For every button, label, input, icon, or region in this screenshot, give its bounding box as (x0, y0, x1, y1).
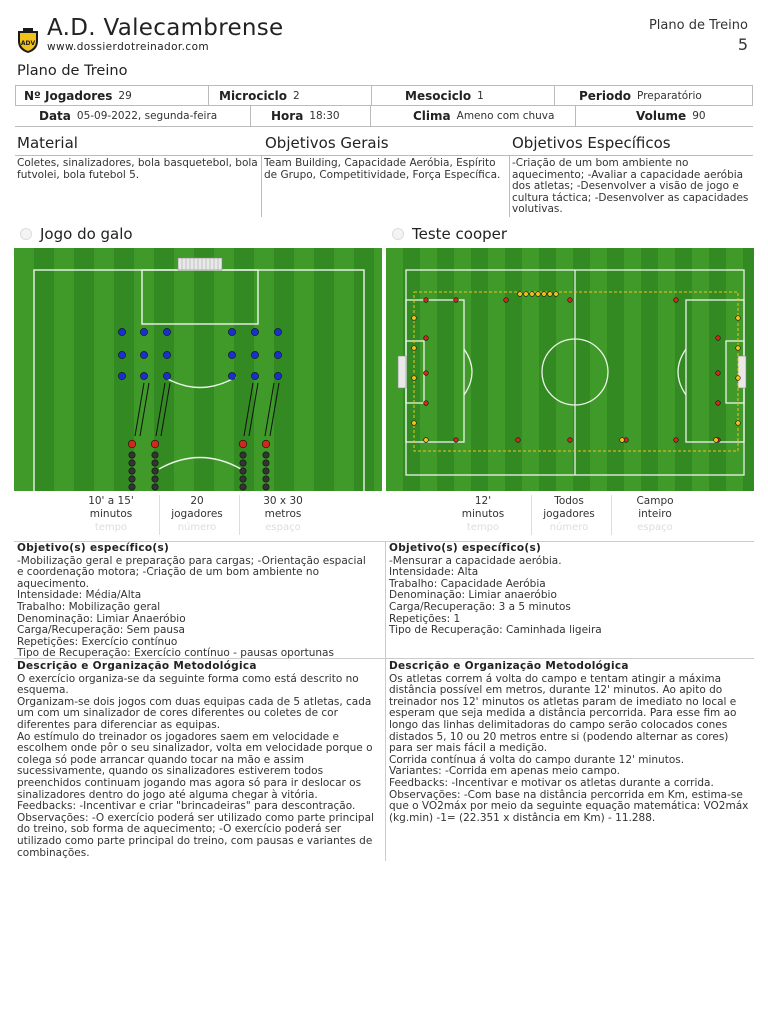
player-marker (228, 351, 235, 358)
club-crest-icon (15, 27, 41, 54)
exercise-1-name: Jogo do galo (40, 225, 133, 243)
cone-marker (412, 316, 417, 321)
player-marker (152, 476, 158, 482)
cone-marker (542, 292, 547, 297)
text-line: Carga/Recuperação: 3 a 5 minutos (389, 600, 571, 613)
text-line: Intensidade: Alta (389, 566, 479, 579)
text-line: Denominação: Limiar anaeróbio (389, 589, 557, 602)
text-line: e coordenação motora; -Criação de um bom ambiente no (17, 566, 320, 579)
exercise-bullet-icon (392, 228, 404, 240)
stat-espaco (622, 495, 688, 534)
mesociclo-value: 1 (477, 89, 484, 102)
stat-tempo (450, 495, 516, 534)
text-line: sinalizadores dentro do jogo até alguma chegar à vitória. (17, 788, 318, 801)
stat-tempo-value: 10' a 15' (88, 495, 134, 507)
cone-marker (736, 376, 741, 381)
stat-numero (536, 495, 602, 534)
player-marker (240, 484, 246, 490)
cone-marker (554, 292, 559, 297)
data-label: Data (39, 109, 71, 123)
stat-tempo-unit: minutos (89, 508, 133, 520)
volume-cell (575, 106, 751, 126)
player-marker (163, 372, 170, 379)
stat-numero-unit: jogadores (543, 508, 595, 520)
exercise-2-diagram (386, 248, 754, 491)
svg-text:ADV: ADV (20, 40, 36, 47)
exercise-1-title (20, 225, 133, 243)
player-marker (152, 460, 158, 466)
cone-marker (716, 336, 721, 341)
player-marker (118, 328, 125, 335)
text-line: preenchidos continuam jogando mas agora só para ir deslocar os (17, 776, 362, 789)
divider (385, 541, 386, 861)
player-marker (140, 328, 147, 335)
player-marker (118, 351, 125, 358)
description-text (389, 674, 753, 825)
stat-tempo (78, 495, 144, 534)
player-marker (263, 468, 269, 474)
player-marker (151, 440, 159, 448)
text-line: Tipo de Recuperação: Exercício contínuo - pausas oportunas (17, 647, 334, 660)
player-marker (128, 440, 136, 448)
text-line: que o VO2máx por meio da seguinte equação matemática: VO2máx (389, 800, 749, 813)
text-line: treinador nos 12' minutos os atletas param de imediato no local e (389, 695, 737, 708)
player-marker (274, 351, 281, 358)
divider (531, 495, 532, 535)
clima-value: Ameno com chuva (456, 110, 555, 122)
text-line: Denominação: Limiar Anaeróbio (17, 612, 186, 625)
stat-espaco (250, 495, 316, 534)
club-name: A.D. Valecambrense (47, 15, 284, 41)
text-line: distância possível em metros, durante 12' minutos. Ao apito do (389, 684, 723, 697)
player-marker (152, 468, 158, 474)
text-line: Observações: -O exercício poderá ser utilizado como parte principal (17, 811, 374, 824)
text-line: colega só pode arrancar quando tocar na mão e assim (17, 753, 305, 766)
cone-marker (454, 438, 459, 443)
stat-numero-unit: jogadores (171, 508, 223, 520)
cone-marker (736, 316, 741, 321)
cone-marker (548, 292, 553, 297)
description-text (17, 674, 381, 860)
cone-marker (412, 376, 417, 381)
player-marker (129, 452, 135, 458)
stat-espaco-value: Campo (636, 495, 674, 507)
player-marker (251, 328, 258, 335)
text-line: -Mobilização geral e preparação para cargas; -Orientação espacial (17, 554, 366, 567)
exercise-bullet-icon (20, 228, 32, 240)
section-title: Plano de Treino (17, 63, 128, 79)
player-marker (140, 372, 147, 379)
clima-label: Clima (413, 109, 451, 123)
text-line: do treino, sob forma de aquecimento; -O exercício poderá ser (17, 823, 342, 836)
microciclo-label: Microciclo (219, 88, 288, 103)
text-line: Variantes: -Corrida em apenas meio campo. (389, 765, 620, 778)
player-marker (240, 452, 246, 458)
player-marker (118, 372, 125, 379)
material-title: Material (17, 134, 78, 152)
microciclo-cell (208, 86, 371, 105)
player-marker (228, 328, 235, 335)
player-marker (163, 351, 170, 358)
player-marker (263, 476, 269, 482)
page-header (0, 0, 768, 60)
periodo-label: Periodo (579, 88, 632, 103)
stat-numero-label: número (177, 522, 217, 533)
objetivos-especificos-text: -Criação de um bom ambiente no aquecimento; -Avaliar a capacidade aeróbia dos atletas; -Desenvolver a visão de jogo e cultura táctica; -Desenvolver as capacidades volutivas. (509, 155, 753, 217)
text-line: diferentes para diferenciar as equipas. (17, 718, 221, 731)
text-line: Intensidade: Média/Alta (17, 589, 142, 602)
document-type: Plano de Treino (648, 18, 748, 33)
objectives-text (17, 556, 381, 660)
player-marker (263, 484, 269, 490)
document-number: 5 (737, 35, 748, 54)
text-line: Carga/Recuperação: Sem pausa (17, 624, 185, 637)
text-line: Ao estímulo do treinador os jogadores saem em velocidade e (17, 730, 339, 743)
player-marker (129, 460, 135, 466)
text-line: para ser mais fácil a medição. (389, 742, 548, 755)
cone-marker (736, 346, 741, 351)
mesociclo-cell (371, 86, 554, 105)
data-cell (39, 106, 269, 126)
text-line: (kg.min) -1= (22.351 x distância em Km) - 11.288. (389, 811, 656, 824)
text-line: Feedbacks: -Incentivar e criar "brincadeiras" para descontração. (17, 800, 356, 813)
mesociclo-label: Mesociclo (405, 88, 472, 103)
cone-marker (424, 336, 429, 341)
player-marker (240, 476, 246, 482)
exercise-2-name: Teste cooper (412, 225, 508, 243)
player-marker (263, 452, 269, 458)
cone-marker (736, 421, 741, 426)
exercise-1-description (15, 661, 383, 859)
player-marker (228, 372, 235, 379)
text-line: Observações: -Com base na distância percorrida em Km, estima-se (389, 788, 743, 801)
player-marker (129, 476, 135, 482)
player-marker (263, 460, 269, 466)
cone-marker (524, 292, 529, 297)
stat-numero-value: 20 (190, 495, 204, 507)
objectives-heading: Objetivo(s) específico(s) (17, 542, 170, 554)
text-line: O exercício organiza-se da seguinte forma como está descrito no (17, 672, 359, 685)
hora-cell (250, 106, 370, 126)
stat-espaco-label: espaço (265, 522, 301, 533)
cone-marker (424, 371, 429, 376)
player-marker (274, 372, 281, 379)
cone-marker (454, 298, 459, 303)
objetivos-especificos-title: Objetivos Específicos (512, 134, 671, 152)
cone-marker (424, 438, 429, 443)
club-website[interactable]: www.dossierdotreinador.com (47, 41, 210, 53)
jogadores-cell (24, 86, 209, 105)
cone-marker (536, 292, 541, 297)
text-line: esperam que seja medida a distância percorrida. Para esse fim ao (389, 707, 737, 720)
text-line: utilizado como parte principal do treino, com pausas e variantes de (17, 834, 373, 847)
cone-marker (716, 371, 721, 376)
cone-marker (424, 298, 429, 303)
stat-numero-value: Todos (554, 495, 584, 507)
jogadores-label: Nº Jogadores (24, 88, 113, 103)
stat-espaco-unit: inteiro (638, 508, 672, 520)
objectives-heading: Objetivo(s) específico(s) (389, 542, 542, 554)
cone-marker (674, 298, 679, 303)
player-marker (129, 468, 135, 474)
cone-marker (518, 292, 523, 297)
text-line: Trabalho: Capacidade Aeróbia (389, 577, 546, 590)
stat-espaco-unit: metros (264, 508, 302, 520)
player-marker (239, 440, 247, 448)
info-row-2 (15, 106, 753, 127)
material-text: Coletes, sinalizadores, bola basquetebol, bola futvolei, bola futebol 5. (15, 155, 261, 217)
player-marker (274, 328, 281, 335)
text-line: Repetições: 1 (389, 612, 461, 625)
exercise-1-objectives (15, 543, 383, 660)
player-marker (240, 468, 246, 474)
objetivos-gerais-title: Objetivos Gerais (265, 134, 389, 152)
text-line: um com um sinalizador de cores diferentes ou coletes de cor (17, 707, 338, 720)
stat-numero (164, 495, 230, 534)
cone-marker (714, 438, 719, 443)
hora-label: Hora (271, 109, 304, 123)
info-row-1 (15, 85, 753, 106)
objetivos-gerais-text: Team Building, Capacidade Aeróbia, Espírito de Grupo, Competitividade, Força Específica. (261, 155, 509, 217)
stat-tempo-label: tempo (94, 522, 128, 533)
text-line: combinações. (17, 846, 90, 859)
exercise-2-title (392, 225, 507, 243)
cone-marker (424, 401, 429, 406)
stat-espaco-value: 30 x 30 (263, 495, 303, 507)
periodo-cell (554, 86, 752, 105)
player-marker (163, 328, 170, 335)
stat-tempo-unit: minutos (461, 508, 505, 520)
text-line: Corrida contínua á volta do campo durante 12' minutos. (389, 753, 685, 766)
periodo-value: Preparatório (637, 89, 702, 102)
text-line: Os atletas correm á volta do campo e tentam atingir a máxima (389, 672, 722, 685)
cone-marker (568, 438, 573, 443)
text-line: aquecimento. (17, 577, 89, 590)
cone-marker (504, 298, 509, 303)
player-marker (129, 484, 135, 490)
exercise-2-objectives (387, 543, 755, 637)
hora-value: 18:30 (309, 110, 340, 122)
cone-marker (412, 346, 417, 351)
text-line: sucessivamente, quando os sinalizadores estiverem todos (17, 765, 324, 778)
stat-numero-label: número (549, 522, 589, 533)
divider (611, 495, 612, 535)
text-line: Organizam-se dois jogos com duas equipas cada de 5 atletas, cada (17, 695, 372, 708)
text-line: distados 5, 10 ou 20 metros entre si (podendo alternar as cores) (389, 730, 729, 743)
text-line: Repetições: Exercício contínuo (17, 635, 178, 648)
clima-cell (370, 106, 575, 126)
cone-marker (568, 298, 573, 303)
cone-marker (674, 438, 679, 443)
volume-label: Volume (636, 109, 687, 123)
stat-tempo-value: 12' (474, 495, 492, 507)
divider (239, 495, 240, 535)
microciclo-value: 2 (293, 89, 300, 102)
text-line: -Mensurar a capacidade aeróbia. (389, 554, 562, 567)
text-line: Tipo de Recuperação: Caminhada ligeira (389, 624, 602, 637)
objectives-text (389, 556, 753, 637)
text-line: longo das linhas delimitadoras do campo serão colocados cones (389, 718, 728, 731)
player-marker (240, 460, 246, 466)
text-line: Trabalho: Mobilização geral (17, 600, 161, 613)
player-marker (251, 372, 258, 379)
volume-value: 90 (692, 110, 706, 122)
jogadores-value: 29 (118, 89, 132, 102)
description-heading: Descrição e Organização Metodológica (17, 660, 257, 672)
text-line: Feedbacks: -Incentivar e motivar os atletas durante a corrida. (389, 776, 714, 789)
exercise-2-description (387, 661, 755, 824)
stat-tempo-label: tempo (466, 522, 500, 533)
player-marker (251, 351, 258, 358)
cone-marker (412, 421, 417, 426)
divider (159, 495, 160, 535)
player-marker (152, 484, 158, 490)
data-value: 05-09-2022, segunda-feira (76, 110, 218, 122)
player-marker (262, 440, 270, 448)
player-marker (140, 351, 147, 358)
text-line: esquema. (17, 684, 69, 697)
stat-espaco-label: espaço (637, 522, 673, 533)
player-marker (152, 452, 158, 458)
cone-marker (716, 401, 721, 406)
exercise-2-stats (386, 495, 754, 539)
exercise-1-stats (14, 495, 382, 539)
cone-marker (516, 438, 521, 443)
cone-marker (620, 438, 625, 443)
text-line: escolhem onde pôr o seu sinalizador, volta em velocidade porque o (17, 742, 373, 755)
cone-marker (530, 292, 535, 297)
description-heading: Descrição e Organização Metodológica (389, 660, 629, 672)
exercise-1-diagram (14, 248, 382, 491)
